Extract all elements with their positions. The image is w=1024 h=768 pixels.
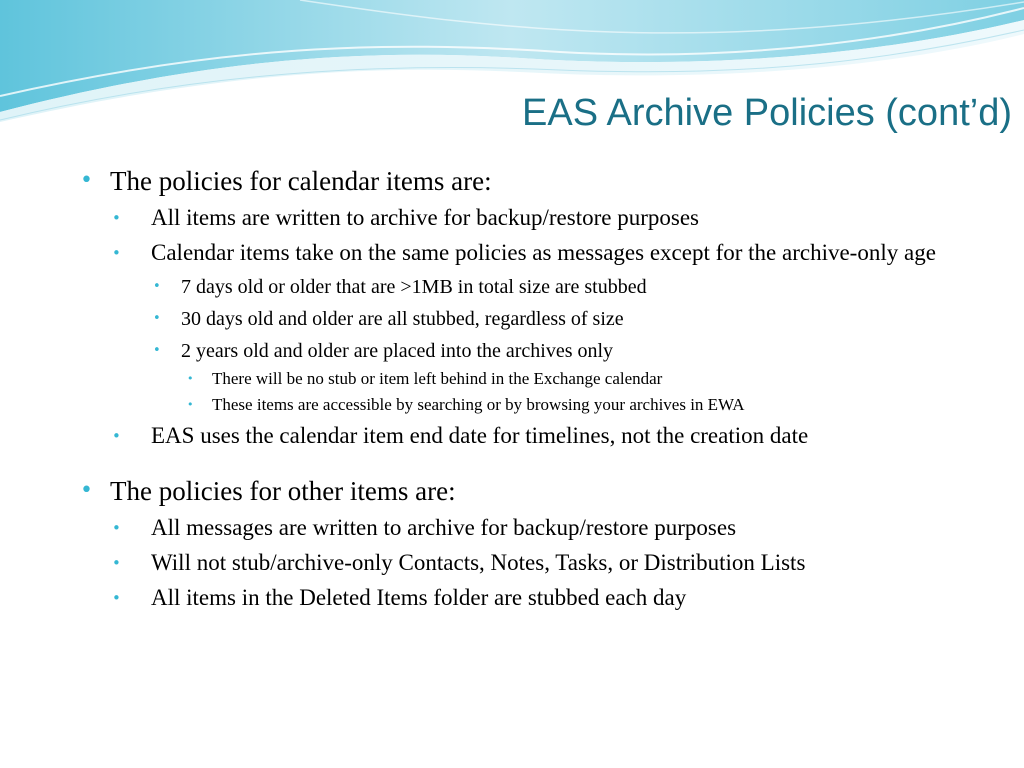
sub-bullet — [110, 421, 960, 451]
bullet-text: These items are accessible by searching or by browsing your archives in EWA — [212, 395, 745, 414]
bullet-text: The policies for calendar items are: — [110, 166, 492, 196]
bullet-list — [80, 164, 960, 613]
sub-sub-bullet — [151, 306, 960, 332]
bullet-text: The policies for other items are: — [110, 476, 456, 506]
sub-bullet — [110, 513, 960, 543]
bullet-text: All messages are written to archive for backup/restore purposes — [151, 515, 737, 540]
bullet-text: All items are written to archive for backup/restore purposes — [151, 205, 699, 230]
sub-sub-bullet — [151, 338, 960, 416]
level4-bullet — [181, 394, 960, 416]
bullet-text: There will be no stub or item left behind in the Exchange calendar — [212, 369, 663, 388]
bullet-text: 30 days old and older are all stubbed, regardless of size — [181, 308, 624, 330]
bullet-text: 7 days old or older that are >1MB in total size are stubbed — [181, 276, 647, 298]
slide-title: EAS Archive Policies (cont’d) — [522, 92, 1012, 134]
bullet-text: Will not stub/archive-only Contacts, Notes, Tasks, or Distribution Lists — [151, 550, 806, 575]
sub-sub-bullet — [151, 274, 960, 300]
bullet-other-policies — [80, 474, 960, 613]
sub-bullet-list — [110, 513, 960, 613]
slide-body — [80, 164, 960, 613]
sub-bullet-list — [110, 203, 960, 451]
bullet-text: EAS uses the calendar item end date for timelines, not the creation date — [151, 423, 809, 448]
level4-bullet — [181, 368, 960, 390]
bullet-text: 2 years old and older are placed into the archives only — [181, 340, 614, 362]
sub-bullet — [110, 548, 960, 578]
sub-bullet — [110, 583, 960, 613]
bullet-text: Calendar items take on the same policies as messages except for the archive-only age — [151, 240, 936, 265]
sub-bullet — [110, 238, 960, 416]
sub-bullet — [110, 203, 960, 233]
sub-sub-bullet-list — [151, 274, 960, 416]
bullet-calendar-policies — [80, 164, 960, 451]
bullet-text: All items in the Deleted Items folder are stubbed each day — [151, 585, 687, 610]
level4-bullet-list — [181, 368, 960, 416]
